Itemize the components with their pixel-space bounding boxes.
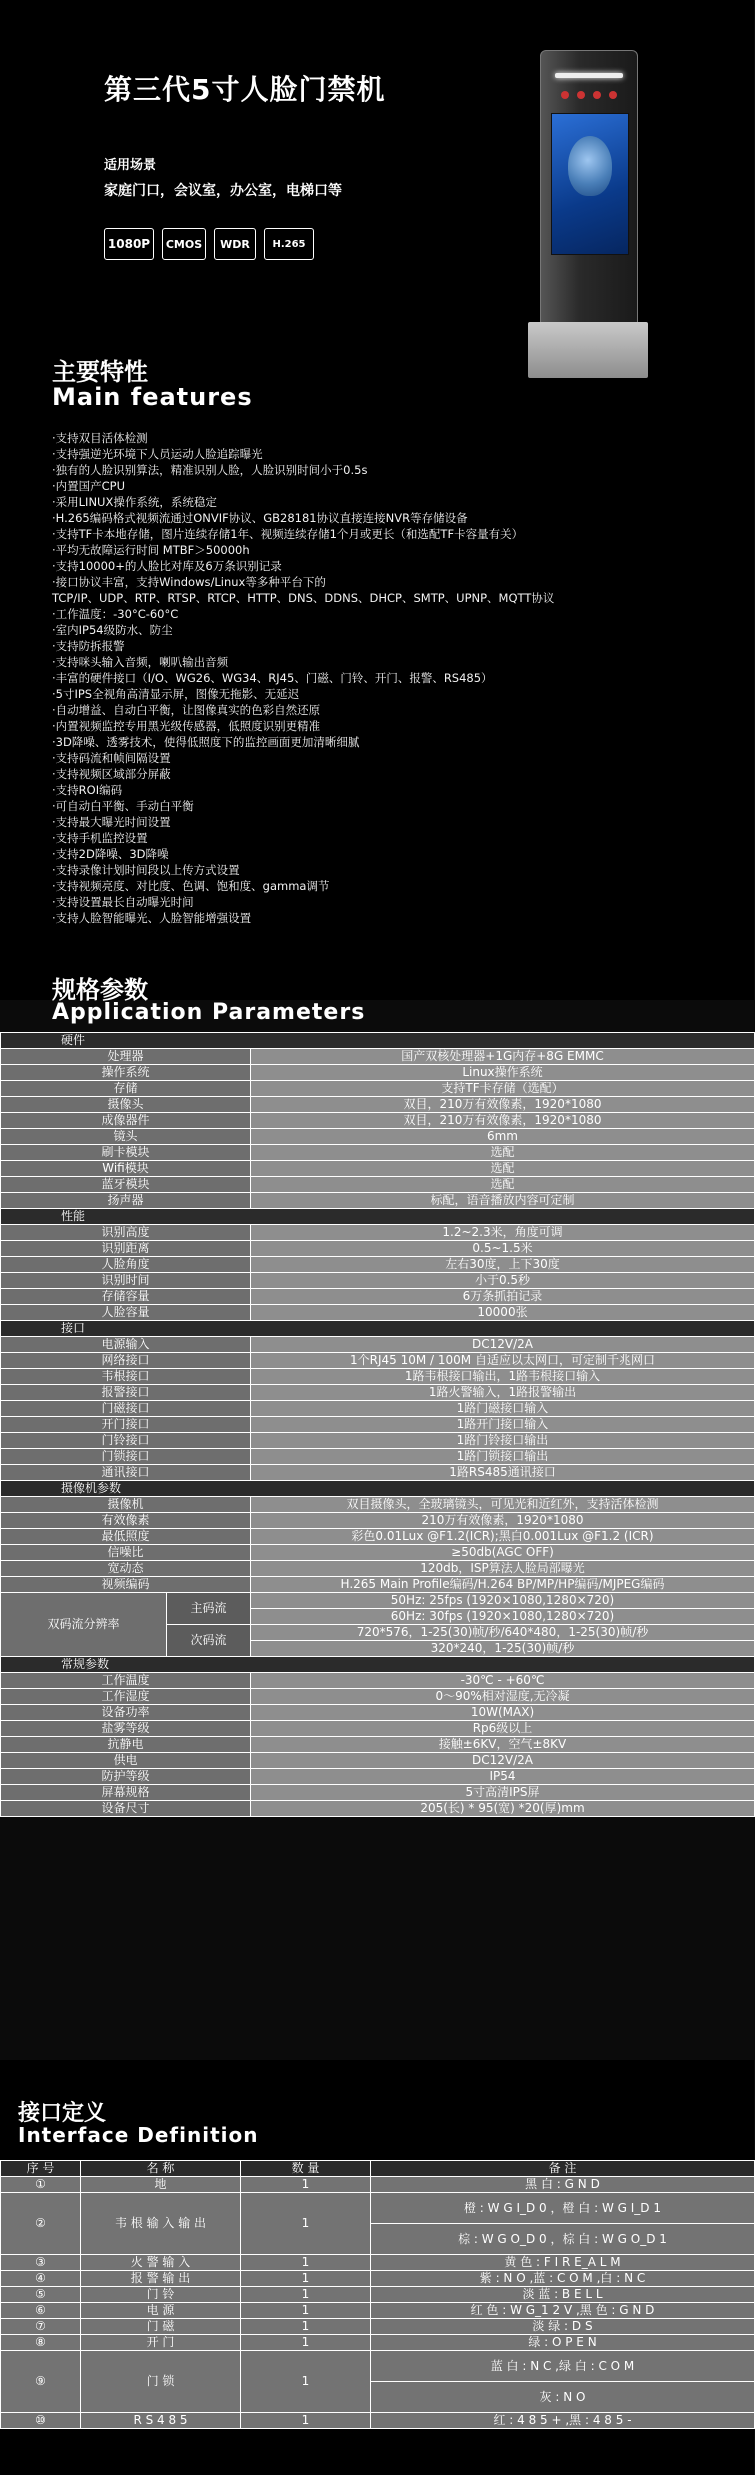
spec-row bbox=[1, 1257, 755, 1273]
spec-table-wrap bbox=[0, 1032, 754, 1817]
spec-value: 双目，210万有效像素，1920*1080 bbox=[251, 1113, 755, 1129]
interface-row bbox=[1, 2271, 755, 2287]
spec-row bbox=[1, 1225, 755, 1241]
feature-item: ·支持录像计划时间段以上传方式设置 bbox=[52, 863, 240, 877]
interface-header-cell: 序 号 bbox=[1, 2161, 81, 2177]
spec-row bbox=[1, 1273, 755, 1289]
page-title: 第三代5寸人脸门禁机 bbox=[104, 73, 386, 106]
interface-name: 报 警 输 出 bbox=[81, 2271, 241, 2287]
spec-key: 有效像素 bbox=[1, 1513, 251, 1529]
spec-value: H.265 Main Profile编码/H.264 BP/MP/HP编码/MJPEG编码 bbox=[251, 1577, 755, 1593]
features-title-en: Main features bbox=[52, 383, 253, 411]
interface-row bbox=[1, 2303, 755, 2319]
feature-item: ·支持TF卡本地存储，图片连续存储1年、视频连续存储1个月或更长（和选配TF卡容量有关） bbox=[52, 527, 524, 541]
feature-item: ·支持咪头输入音频，喇叭输出音频 bbox=[52, 655, 229, 669]
spec-value: 205(长) * 95(宽) *20(厚)mm bbox=[251, 1801, 755, 1817]
spec-row bbox=[1, 1065, 755, 1081]
spec-row bbox=[1, 1337, 755, 1353]
spec-row bbox=[1, 1129, 755, 1145]
spec-row bbox=[1, 1673, 755, 1689]
spec-key: 识别时间 bbox=[1, 1273, 251, 1289]
spec-row bbox=[1, 1401, 755, 1417]
spec-value: 5寸高清IPS屏 bbox=[251, 1785, 755, 1801]
interface-name: 门 磁 bbox=[81, 2319, 241, 2335]
feature-item: ·丰富的硬件接口（I/O、WG26、WG34、RJ45、门磁、门铃、开门、报警、RS485） bbox=[52, 671, 493, 685]
spec-row bbox=[1, 1705, 755, 1721]
face-scan-icon bbox=[568, 136, 612, 196]
spec-value: 1个RJ45 10M / 100M 自适应以太网口，可定制千兆网口 bbox=[251, 1353, 755, 1369]
spec-key: 门锁接口 bbox=[1, 1449, 251, 1465]
spec-key: 摄像机 bbox=[1, 1497, 251, 1513]
feature-item: ·支持视频区域部分屏蔽 bbox=[52, 767, 171, 781]
spec-key: 人脸容量 bbox=[1, 1305, 251, 1321]
spec-row bbox=[1, 1737, 755, 1753]
feature-item: ·采用LINUX操作系统，系统稳定 bbox=[52, 495, 217, 509]
feature-item: ·可自动白平衡、手动白平衡 bbox=[52, 799, 194, 813]
spec-row bbox=[1, 1785, 755, 1801]
interface-qty: 1 bbox=[241, 2319, 371, 2335]
spec-section-row bbox=[1, 1033, 755, 1049]
spec-row bbox=[1, 1177, 755, 1193]
spec-key: 工作湿度 bbox=[1, 1689, 251, 1705]
interface-note: 紫 : N O ,蓝 : C O M ,白 : N C bbox=[371, 2271, 755, 2287]
spec-value: DC12V/2A bbox=[251, 1753, 755, 1769]
feature-item: ·支持10000+的人脸比对库及6万条识别记录 bbox=[52, 559, 282, 573]
interface-header-row bbox=[1, 2161, 755, 2177]
interface-no: ① bbox=[1, 2177, 81, 2193]
spec-value: 1.2~2.3米，角度可调 bbox=[251, 1225, 755, 1241]
spec-row bbox=[1, 1305, 755, 1321]
spec-value: DC12V/2A bbox=[251, 1337, 755, 1353]
spec-key: 刷卡模块 bbox=[1, 1145, 251, 1161]
spec-row bbox=[1, 1577, 755, 1593]
spec-value: 10W(MAX) bbox=[251, 1705, 755, 1721]
feature-item: ·H.265编码格式视频流通过ONVIF协议、GB28181协议直接连接NVR等存储设备 bbox=[52, 511, 468, 525]
spec-row bbox=[1, 1801, 755, 1817]
interface-name: 地 bbox=[81, 2177, 241, 2193]
spec-key: 防护等级 bbox=[1, 1769, 251, 1785]
spec-row bbox=[1, 1433, 755, 1449]
scene-value: 家庭门口，会议室，办公室，电梯口等 bbox=[104, 183, 342, 199]
spec-section-title: 接口 bbox=[1, 1321, 755, 1337]
feature-item: ·支持码流和帧间隔设置 bbox=[52, 751, 171, 765]
spec-key: 摄像头 bbox=[1, 1097, 251, 1113]
interface-no: ⑩ bbox=[1, 2413, 81, 2429]
spec-row bbox=[1, 1417, 755, 1433]
interface-no: ⑥ bbox=[1, 2303, 81, 2319]
spec-key: 存储 bbox=[1, 1081, 251, 1097]
interface-no: ⑨ bbox=[1, 2351, 81, 2413]
spec-section-row bbox=[1, 1209, 755, 1225]
interface-qty: 1 bbox=[241, 2335, 371, 2351]
stream-value: 50Hz: 25fps (1920×1080,1280×720) bbox=[251, 1593, 755, 1609]
spec-key: 设备尺寸 bbox=[1, 1801, 251, 1817]
feature-item: ·5寸IPS全视角高清显示屏，图像无拖影、无延迟 bbox=[52, 687, 300, 701]
scene-label: 适用场景 bbox=[104, 158, 157, 173]
interface-note: 橙 : W G I_D 0 ，橙 白 : W G I_D 1 bbox=[371, 2193, 755, 2224]
feature-item: ·3D降噪、透雾技术，使得低照度下的监控画面更加清晰细腻 bbox=[52, 735, 360, 749]
spec-key: 蓝牙模块 bbox=[1, 1177, 251, 1193]
interface-no: ③ bbox=[1, 2255, 81, 2271]
interface-qty: 1 bbox=[241, 2287, 371, 2303]
spec-value: 接触±6KV，空气±8KV bbox=[251, 1737, 755, 1753]
spec-row bbox=[1, 1289, 755, 1305]
spec-value: 1路门锁接口输出 bbox=[251, 1449, 755, 1465]
interface-no: ② bbox=[1, 2193, 81, 2255]
stream-value: 720*576，1-25(30)帧/秒/640*480，1-25(30)帧/秒 bbox=[251, 1625, 755, 1641]
spec-value: 1路开门接口输入 bbox=[251, 1417, 755, 1433]
badge-wdr: WDR bbox=[214, 228, 256, 260]
spec-key: 宽动态 bbox=[1, 1561, 251, 1577]
spec-key: 最低照度 bbox=[1, 1529, 251, 1545]
feature-item: ·支持视频亮度、对比度、色调、饱和度、gamma调节 bbox=[52, 879, 330, 893]
feature-item: ·支持人脸智能曝光、人脸智能增强设置 bbox=[52, 911, 252, 925]
spec-key: 处理器 bbox=[1, 1049, 251, 1065]
feature-item: ·内置国产CPU bbox=[52, 479, 126, 493]
interface-qty: 1 bbox=[241, 2413, 371, 2429]
interface-table bbox=[0, 2160, 755, 2429]
feature-item: ·支持2D降噪、3D降噪 bbox=[52, 847, 169, 861]
spec-key: 人脸角度 bbox=[1, 1257, 251, 1273]
spec-value: 选配 bbox=[251, 1177, 755, 1193]
spec-key: 供电 bbox=[1, 1753, 251, 1769]
spec-key: 通讯接口 bbox=[1, 1465, 251, 1481]
feature-item: ·工作温度：-30°C-60°C bbox=[52, 607, 179, 621]
spec-row bbox=[1, 1753, 755, 1769]
interface-row bbox=[1, 2287, 755, 2303]
feature-item: ·支持设置最长自动曝光时间 bbox=[52, 895, 194, 909]
feature-item: ·室内IP54级防水、防尘 bbox=[52, 623, 173, 637]
spec-row bbox=[1, 1353, 755, 1369]
features-title-cn: 主要特性 bbox=[52, 358, 148, 386]
interface-note: 红 色 : W G_1 2 V ,黑 色 : G N D bbox=[371, 2303, 755, 2319]
interface-row bbox=[1, 2335, 755, 2351]
interface-note: 黄 色 : F I R E_A L M bbox=[371, 2255, 755, 2271]
spec-row bbox=[1, 1513, 755, 1529]
spec-row bbox=[1, 1385, 755, 1401]
spec-key: 识别高度 bbox=[1, 1225, 251, 1241]
spec-row bbox=[1, 1097, 755, 1113]
spec-key: 工作温度 bbox=[1, 1673, 251, 1689]
interface-row bbox=[1, 2351, 755, 2382]
spec-key: 镜头 bbox=[1, 1129, 251, 1145]
spec-row bbox=[1, 1545, 755, 1561]
spec-value: 选配 bbox=[251, 1145, 755, 1161]
spec-value: 小于0.5秒 bbox=[251, 1273, 755, 1289]
badge-cmos: CMOS bbox=[162, 228, 206, 260]
spec-value: 1路门铃接口输出 bbox=[251, 1433, 755, 1449]
interface-note: 绿 : O P E N bbox=[371, 2335, 755, 2351]
interface-name: 火 警 输 入 bbox=[81, 2255, 241, 2271]
spec-value: 120db，ISP算法人脸局部曝光 bbox=[251, 1561, 755, 1577]
spec-row bbox=[1, 1465, 755, 1481]
interface-name: 门 铃 bbox=[81, 2287, 241, 2303]
device-illustration bbox=[520, 40, 650, 380]
spec-key: 屏幕规格 bbox=[1, 1785, 251, 1801]
feature-item: ·支持手机监控设置 bbox=[52, 831, 148, 845]
device-base bbox=[528, 322, 648, 378]
spec-key: 网络接口 bbox=[1, 1353, 251, 1369]
spec-row bbox=[1, 1769, 755, 1785]
interface-table-wrap bbox=[0, 2160, 754, 2429]
interface-note: 红 : 4 8 5 + ,黑 : 4 8 5 - bbox=[371, 2413, 755, 2429]
spec-key: 设备功率 bbox=[1, 1705, 251, 1721]
spec-row bbox=[1, 1081, 755, 1097]
spec-value: 6万条抓拍记录 bbox=[251, 1289, 755, 1305]
spec-row bbox=[1, 1497, 755, 1513]
interface-title-en: Interface Definition bbox=[18, 2123, 259, 2147]
spec-key: 存储容量 bbox=[1, 1289, 251, 1305]
spec-key: 门磁接口 bbox=[1, 1401, 251, 1417]
interface-name: 门 锁 bbox=[81, 2351, 241, 2413]
spec-table bbox=[0, 1032, 755, 1817]
interface-row bbox=[1, 2177, 755, 2193]
spec-row bbox=[1, 1449, 755, 1465]
interface-name: 电 源 bbox=[81, 2303, 241, 2319]
feature-item: ·支持双目活体检测 bbox=[52, 431, 148, 445]
spec-row bbox=[1, 1529, 755, 1545]
interface-header-cell: 名 称 bbox=[81, 2161, 241, 2177]
spec-section-title: 性能 bbox=[1, 1209, 755, 1225]
spec-section-row bbox=[1, 1481, 755, 1497]
interface-qty: 1 bbox=[241, 2303, 371, 2319]
spec-key: Wifi模块 bbox=[1, 1161, 251, 1177]
interface-title-cn: 接口定义 bbox=[18, 2101, 107, 2126]
spec-value: 1路RS485通讯接口 bbox=[251, 1465, 755, 1481]
spec-value: 1路门磁接口输入 bbox=[251, 1401, 755, 1417]
interface-qty: 1 bbox=[241, 2351, 371, 2413]
stream-sub-label: 次码流 bbox=[167, 1625, 251, 1657]
spec-value: -30℃ - +60℃ bbox=[251, 1673, 755, 1689]
spec-section-title: 常规参数 bbox=[1, 1657, 755, 1673]
stream-value: 60Hz: 30fps (1920×1080,1280×720) bbox=[251, 1609, 755, 1625]
interface-qty: 1 bbox=[241, 2193, 371, 2255]
spec-key: 盐雾等级 bbox=[1, 1721, 251, 1737]
spec-row bbox=[1, 1161, 755, 1177]
spec-key: 报警接口 bbox=[1, 1385, 251, 1401]
spec-value: 1路火警输入，1路报警输出 bbox=[251, 1385, 755, 1401]
interface-row bbox=[1, 2193, 755, 2224]
spec-row bbox=[1, 1689, 755, 1705]
feature-item: ·独有的人脸识别算法，精准识别人脸，人脸识别时间小于0.5s bbox=[52, 463, 368, 477]
stream-main-label: 主码流 bbox=[167, 1593, 251, 1625]
interface-section bbox=[0, 2060, 754, 2475]
badge-1080p: 1080P bbox=[104, 228, 154, 260]
spec-stream-row bbox=[1, 1593, 755, 1609]
spec-row bbox=[1, 1369, 755, 1385]
interface-name: 韦 根 输 入 输 出 bbox=[81, 2193, 241, 2255]
device-screen bbox=[551, 113, 629, 255]
feature-item: ·内置视频监控专用黑光级传感器，低照度识别更精准 bbox=[52, 719, 321, 733]
device-light-bar bbox=[555, 73, 623, 78]
interface-name: R S 4 8 5 bbox=[81, 2413, 241, 2429]
spec-value: 选配 bbox=[251, 1161, 755, 1177]
badge-h265: H.265 bbox=[264, 228, 314, 260]
interface-no: ⑧ bbox=[1, 2335, 81, 2351]
device-sensors bbox=[561, 91, 617, 99]
spec-key: 信噪比 bbox=[1, 1545, 251, 1561]
spec-value: 10000张 bbox=[251, 1305, 755, 1321]
spec-row bbox=[1, 1145, 755, 1161]
device-body bbox=[540, 50, 638, 332]
spec-section-title: 摄像机参数 bbox=[1, 1481, 755, 1497]
interface-qty: 1 bbox=[241, 2271, 371, 2287]
interface-note: 蓝 白 : N C ,绿 白 : C O M bbox=[371, 2351, 755, 2382]
feature-item: ·平均无故障运行时间 MTBF＞50000h bbox=[52, 543, 250, 557]
interface-header-cell: 备 注 bbox=[371, 2161, 755, 2177]
interface-note: 灰 : N O bbox=[371, 2382, 755, 2413]
interface-qty: 1 bbox=[241, 2177, 371, 2193]
spec-value: 标配，语音播放内容可定制 bbox=[251, 1193, 755, 1209]
spec-value: 210万有效像素，1920*1080 bbox=[251, 1513, 755, 1529]
spec-key: 识别距离 bbox=[1, 1241, 251, 1257]
spec-key: 成像器件 bbox=[1, 1113, 251, 1129]
interface-note: 淡 绿 : D S bbox=[371, 2319, 755, 2335]
spec-value: 双目摄像头，全玻璃镜头，可见光和近红外，支持活体检测 bbox=[251, 1497, 755, 1513]
interface-header-cell: 数 量 bbox=[241, 2161, 371, 2177]
spec-value: ≥50db(AGC OFF) bbox=[251, 1545, 755, 1561]
spec-section-row bbox=[1, 1657, 755, 1673]
spec-key: 双码流分辨率 bbox=[1, 1593, 167, 1657]
hero-section bbox=[0, 0, 754, 1025]
interface-row bbox=[1, 2255, 755, 2271]
specs-title-cn: 规格参数 bbox=[52, 976, 148, 1004]
spec-value: 左右30度，上下30度 bbox=[251, 1257, 755, 1273]
feature-item: ·接口协议丰富，支持Windows/Linux等多种平台下的 bbox=[52, 575, 326, 589]
spec-key: 扬声器 bbox=[1, 1193, 251, 1209]
interface-note: 淡 蓝 : B E L L bbox=[371, 2287, 755, 2303]
feature-item: ·支持ROI编码 bbox=[52, 783, 123, 797]
spec-key: 开门接口 bbox=[1, 1417, 251, 1433]
spec-value: Linux操作系统 bbox=[251, 1065, 755, 1081]
spec-value: 1路韦根接口输出，1路韦根接口输入 bbox=[251, 1369, 755, 1385]
feature-item: TCP/IP、UDP、RTP、RTSP、RTCP、HTTP、DNS、DDNS、DHCP、SMTP、UPNP、MQTT协议 bbox=[52, 591, 555, 605]
spec-value: 国产双核处理器+1G内存+8G EMMC bbox=[251, 1049, 755, 1065]
spec-value: 0.5~1.5米 bbox=[251, 1241, 755, 1257]
spec-row bbox=[1, 1049, 755, 1065]
spec-key: 抗静电 bbox=[1, 1737, 251, 1753]
spec-value: Rp6级以上 bbox=[251, 1721, 755, 1737]
spec-value: 支持TF卡存储（选配） bbox=[251, 1081, 755, 1097]
stream-value: 320*240，1-25(30)帧/秒 bbox=[251, 1641, 755, 1657]
spec-value: 6mm bbox=[251, 1129, 755, 1145]
spec-value: 双目，210万有效像素，1920*1080 bbox=[251, 1097, 755, 1113]
spec-row bbox=[1, 1721, 755, 1737]
spec-row bbox=[1, 1193, 755, 1209]
specs-title-en: Application Parameters bbox=[52, 1000, 366, 1025]
spec-key: 韦根接口 bbox=[1, 1369, 251, 1385]
interface-no: ⑦ bbox=[1, 2319, 81, 2335]
spec-value: 彩色0.01Lux @F1.2(ICR);黑白0.001Lux @F1.2 (ICR) bbox=[251, 1529, 755, 1545]
interface-note: 黑 白 : G N D bbox=[371, 2177, 755, 2193]
feature-item: ·支持防拆报警 bbox=[52, 639, 125, 653]
spec-value: 0～90%相对湿度,无冷凝 bbox=[251, 1689, 755, 1705]
feature-item: ·支持最大曝光时间设置 bbox=[52, 815, 171, 829]
feature-item: ·支持强逆光环境下人员运动人脸追踪曝光 bbox=[52, 447, 263, 461]
interface-no: ⑤ bbox=[1, 2287, 81, 2303]
spec-section-title: 硬件 bbox=[1, 1033, 755, 1049]
interface-row bbox=[1, 2319, 755, 2335]
interface-note: 棕 : W G O_D 0 ，棕 白 : W G O_D 1 bbox=[371, 2224, 755, 2255]
feature-badges bbox=[104, 228, 314, 260]
spec-key: 操作系统 bbox=[1, 1065, 251, 1081]
spec-row bbox=[1, 1561, 755, 1577]
spec-value: IP54 bbox=[251, 1769, 755, 1785]
spec-key: 电源输入 bbox=[1, 1337, 251, 1353]
spec-key: 视频编码 bbox=[1, 1577, 251, 1593]
spec-row bbox=[1, 1241, 755, 1257]
interface-name: 开 门 bbox=[81, 2335, 241, 2351]
interface-row bbox=[1, 2413, 755, 2429]
spec-key: 门铃接口 bbox=[1, 1433, 251, 1449]
interface-no: ④ bbox=[1, 2271, 81, 2287]
interface-qty: 1 bbox=[241, 2255, 371, 2271]
spec-row bbox=[1, 1113, 755, 1129]
feature-item: ·自动增益、自动白平衡，让图像真实的色彩自然还原 bbox=[52, 703, 321, 717]
features-list bbox=[52, 430, 712, 926]
spec-section-row bbox=[1, 1321, 755, 1337]
